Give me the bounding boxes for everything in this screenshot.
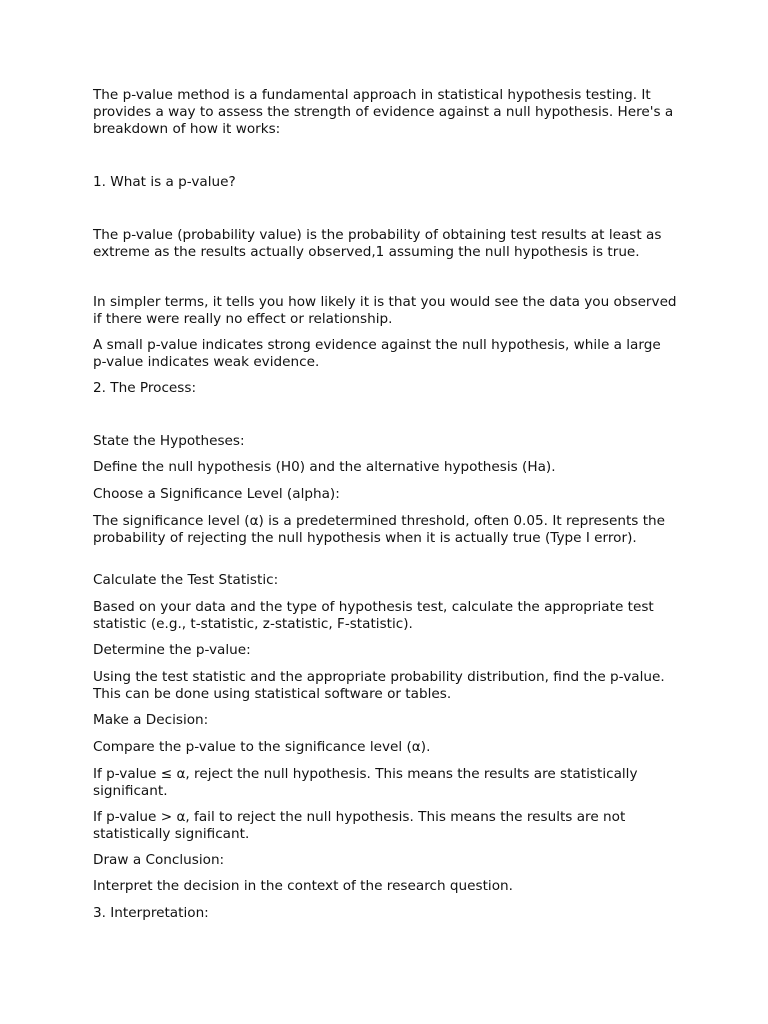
definition-paragraph: The p-value (probability value) is the probability of obtaining test results at least as extreme as the results actually observed,1 assuming the null hypothesis is true. [93, 227, 662, 260]
section-heading-interpretation: 3. Interpretation: [93, 905, 209, 921]
step-text-conclusion: Interpret the decision in the context of the research question. [93, 878, 513, 894]
step-text-test-statistic: Based on your data and the type of hypothesis test, calculate the appropriate test statistic (e.g., t-statistic, z-statistic, F-statistic). [93, 599, 654, 632]
step-text-reject: If p-value ≤ α, reject the null hypothesis. This means the results are statistically significant. [93, 766, 638, 799]
step-text-compare: Compare the p-value to the significance level (α). [93, 739, 431, 755]
step-heading-make-decision: Make a Decision: [93, 712, 209, 728]
step-heading-determine-p-value: Determine the p-value: [93, 642, 251, 658]
section-heading-what-is-p-value: 1. What is a p-value? [93, 174, 236, 190]
step-heading-state-hypotheses: State the Hypotheses: [93, 433, 245, 449]
step-heading-conclusion: Draw a Conclusion: [93, 852, 225, 868]
step-text-determine-p-value: Using the test statistic and the appropriate probability distribution, find the p-value. This can be done using statistical software or tables. [93, 669, 665, 702]
step-heading-significance-level: Choose a Significance Level (alpha): [93, 486, 340, 502]
section-heading-process: 2. The Process: [93, 380, 197, 396]
evidence-paragraph: A small p-value indicates strong evidence against the null hypothesis, while a large p-value indicates weak evidence. [93, 337, 661, 370]
step-heading-test-statistic: Calculate the Test Statistic: [93, 572, 279, 588]
step-text-fail-to-reject: If p-value > α, fail to reject the null hypothesis. This means the results are not statistically significant. [93, 809, 626, 842]
step-text-significance-level: The significance level (α) is a predetermined threshold, often 0.05. It represents the probability of rejecting the null hypothesis when it is actually true (Type I error). [93, 513, 666, 546]
simpler-terms-paragraph: In simpler terms, it tells you how likely it is that you would see the data you observed if there were really no effect or relationship. [93, 294, 677, 327]
intro-paragraph: The p-value method is a fundamental approach in statistical hypothesis testing. It provides a way to assess the strength of evidence against a null hypothesis. Here's a breakdown of how it works: [93, 87, 674, 137]
step-text-state-hypotheses: Define the null hypothesis (H0) and the alternative hypothesis (Ha). [93, 459, 556, 475]
